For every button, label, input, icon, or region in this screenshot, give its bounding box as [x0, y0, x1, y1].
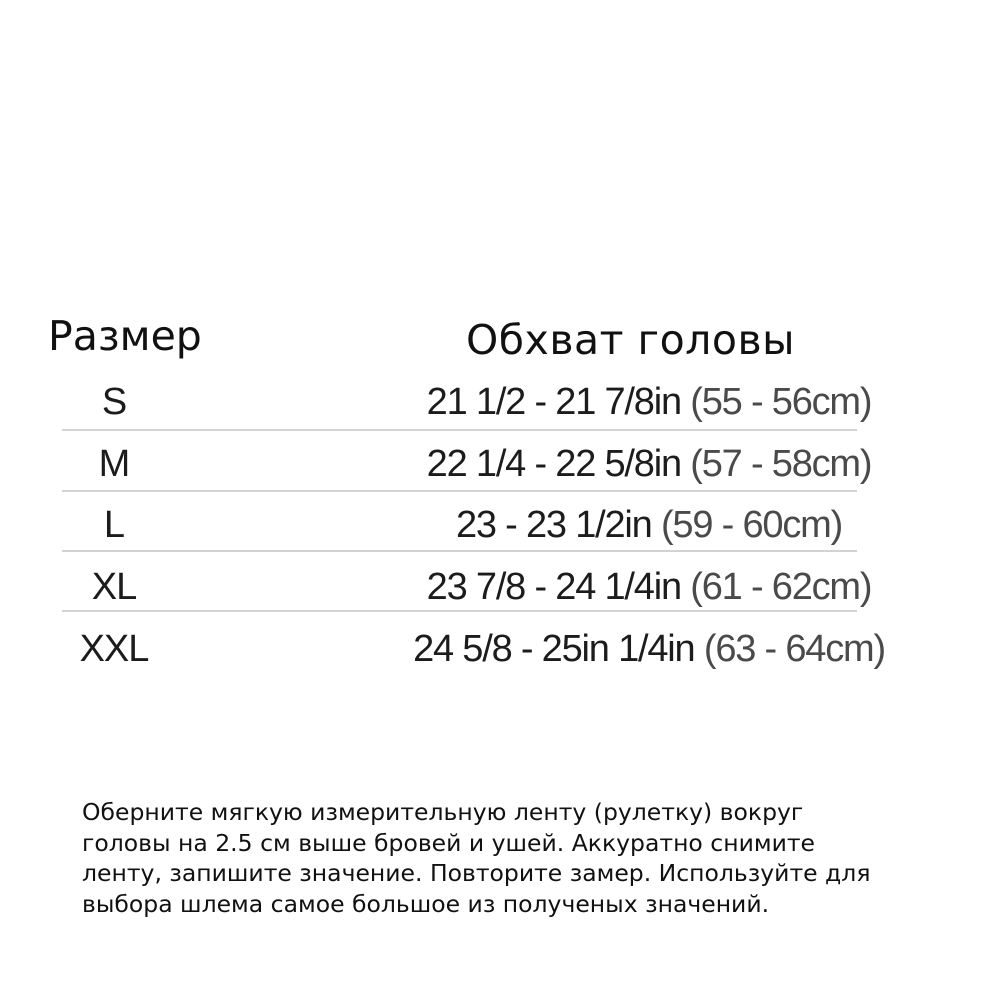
size-label: XL: [91, 566, 137, 608]
size-label: XXL: [79, 628, 149, 670]
table-row-xl: [0, 565, 1000, 625]
circumference-inches: 24 5/8 - 25in 1/4in: [413, 628, 695, 670]
circumference-inches: 22 1/4 - 22 5/8in: [426, 443, 681, 485]
row-divider: [62, 429, 857, 431]
circumference-cm: (59 - 60cm): [660, 504, 843, 546]
circumference-inches: 21 1/2 - 21 7/8in: [426, 381, 681, 423]
circumference-inches: 23 - 23 1/2in: [455, 504, 652, 546]
circumference-value: [380, 503, 918, 547]
table-row-xxl: [0, 627, 1000, 687]
size-label: S: [101, 381, 127, 423]
circumference-cm: (57 - 58cm): [690, 443, 872, 485]
table-row-m: [0, 442, 1000, 502]
circumference-cm: (61 - 62cm): [690, 566, 872, 608]
column-header-size: Размер: [48, 312, 202, 360]
row-divider: [62, 550, 857, 552]
circumference-value: [380, 565, 918, 609]
circumference-value: [380, 442, 918, 486]
measurement-instructions: Оберните мягкую измерительную ленту (рулетку) вокруг головы на 2.5 см выше бровей и ушей. Аккуратно снимите ленту, запишите значение. Повторите замер. Используйте для выбора шлема самое большое из полученых значений.: [82, 798, 871, 918]
size-label: M: [98, 443, 130, 485]
circumference-inches: 23 7/8 - 24 1/4in: [426, 566, 681, 608]
table-row-l: [0, 503, 1000, 563]
circumference-cm: (55 - 56cm): [690, 381, 872, 423]
size-label: L: [103, 504, 125, 546]
circumference-value: [380, 380, 918, 424]
row-divider: [62, 610, 857, 612]
circumference-cm: (63 - 64cm): [703, 628, 885, 670]
row-divider: [62, 490, 857, 492]
table-row-s: [0, 380, 1000, 440]
column-header-head-circumference: Обхват головы: [466, 316, 795, 364]
circumference-value: [380, 627, 918, 671]
